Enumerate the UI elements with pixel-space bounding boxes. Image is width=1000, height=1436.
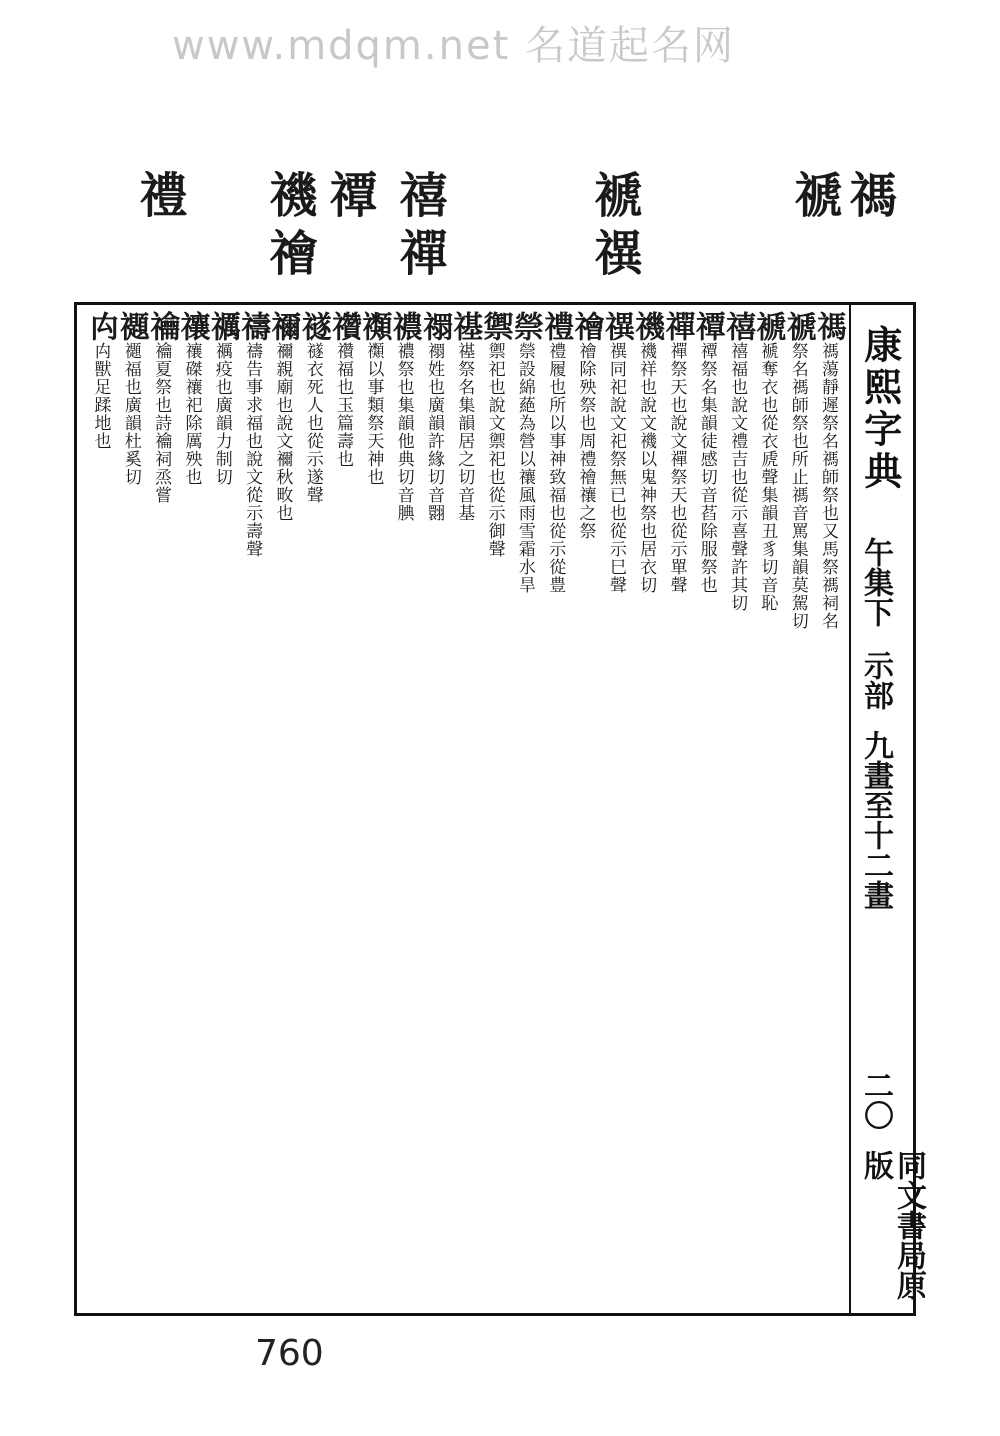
volume-label: 午集下 xyxy=(858,537,893,627)
entry-text: 禮履也所以事神致福也從示從豊 xyxy=(545,342,566,594)
entry-head-char: 禱 xyxy=(235,311,271,342)
entry-column xyxy=(598,311,634,1307)
entry-text: 禱告事求福也說文從示壽聲 xyxy=(242,342,263,558)
seal-char: 禪 xyxy=(391,228,447,276)
entry-head-char: 禪 xyxy=(659,311,695,342)
entry-text: 禧福也說文禮吉也從示喜聲許其切 xyxy=(727,342,748,612)
entry-head-char: 禴 xyxy=(144,311,180,342)
entry-column xyxy=(538,311,574,1307)
entry-column xyxy=(477,311,513,1307)
entry-text: 禫祭名集韻徒感切音萏除服祭也 xyxy=(696,342,717,594)
seal-char: 禩 xyxy=(586,228,642,276)
entry-text: 禬除殃祭也周禮禬禳之祭 xyxy=(575,342,596,540)
entry-head-char: 禦 xyxy=(477,311,513,342)
entry-column xyxy=(568,311,604,1307)
entry-head-char: 禳 xyxy=(174,311,210,342)
entry-head-char: 禨 xyxy=(629,311,665,342)
entry-text: 禜設綿蕝為營以禳風雨雪霜水旱 xyxy=(514,342,535,594)
entry-head-char: 禥 xyxy=(447,311,483,342)
entry-head-char: 禯 xyxy=(386,311,422,342)
entry-head-char: 禰 xyxy=(265,311,301,342)
entry-column xyxy=(750,311,786,1307)
entry-head-char: 禲 xyxy=(204,311,240,342)
entry-text: 禵福也廣韻杜奚切 xyxy=(120,342,141,486)
entry-column xyxy=(447,311,483,1307)
seal-char: 禧 xyxy=(391,170,447,218)
seal-char: 禬 xyxy=(261,228,317,276)
entry-column xyxy=(295,311,331,1307)
entry-text: 禰親廟也說文禰秋畋也 xyxy=(272,342,293,522)
entry-head-char: 禮 xyxy=(538,311,574,342)
entry-head-char: 禫 xyxy=(689,311,725,342)
entry-column xyxy=(356,311,392,1307)
entry-column xyxy=(235,311,271,1307)
entry-text: 禯祭也集韻他典切音腆 xyxy=(393,342,414,522)
entry-text: 禴夏祭也詩禴祠烝嘗 xyxy=(151,342,172,504)
entry-head-char: 禡 xyxy=(811,311,846,342)
entry-column xyxy=(811,311,846,1307)
entry-column xyxy=(629,311,665,1307)
entry-head-char: 褫 xyxy=(750,311,786,342)
entry-column xyxy=(720,311,756,1307)
entry-text: 祭名禡師祭也所止禡音罵集韻莫駕切 xyxy=(787,342,808,630)
entry-column xyxy=(689,311,725,1307)
entry-column xyxy=(265,311,301,1307)
publisher-label: 同文書局原版 xyxy=(858,1150,926,1300)
entry-head-char: 禷 xyxy=(356,311,392,342)
strokes-label: 九畫至十二畫 xyxy=(858,730,893,910)
seal-char: 禠 xyxy=(786,170,842,218)
page-number: 760 xyxy=(255,1333,324,1374)
entry-column xyxy=(416,311,452,1307)
entry-text: 禶福也玉篇壽也 xyxy=(333,342,353,468)
entry-head-char: 禶 xyxy=(326,311,361,342)
entry-column xyxy=(204,311,240,1307)
entry-column xyxy=(326,311,361,1307)
entry-column xyxy=(780,311,816,1307)
radical-label: 示部 xyxy=(858,650,893,710)
entry-column xyxy=(386,311,422,1307)
entry-text: 禡蕩靜遲祭名禡師祭也又馬祭禡祠名 xyxy=(818,342,838,630)
entry-column xyxy=(174,311,210,1307)
entry-text: 禥祭名集韻居之切音基 xyxy=(454,342,475,522)
entry-head-char: 禸 xyxy=(83,311,119,342)
entry-head-char: 禩 xyxy=(598,311,634,342)
entry-column xyxy=(83,311,119,1307)
entry-column xyxy=(659,311,695,1307)
entry-text: 禲疫也廣韻力制切 xyxy=(211,342,232,486)
entry-text: 禩同祀說文祀祭無已也從示巳聲 xyxy=(605,342,626,594)
entry-text: 禸獸足蹂地也 xyxy=(90,342,111,450)
seal-script-row xyxy=(90,170,910,290)
entry-head-char: 禧 xyxy=(720,311,756,342)
header-page-number: 二〇 xyxy=(858,1070,893,1130)
watermark: www.mdqm.net 名道起名网 xyxy=(172,23,735,69)
entry-text: 褫奪衣也從衣虒聲集韻丑豸切音恥 xyxy=(757,342,778,612)
seal-char: 禫 xyxy=(321,170,377,218)
seal-char: 禮 xyxy=(131,170,187,218)
entry-head-char: 禤 xyxy=(416,311,452,342)
seal-char: 禨 xyxy=(261,170,317,218)
entry-columns xyxy=(83,311,846,1307)
entry-column xyxy=(507,311,543,1307)
entry-head-char: 禜 xyxy=(507,311,543,342)
seal-char: 禡 xyxy=(841,170,897,218)
entry-text: 禷以事類祭天神也 xyxy=(363,342,384,486)
entry-head-char: 禠 xyxy=(780,311,816,342)
entry-column xyxy=(144,311,180,1307)
entry-text: 禨祥也說文禨以鬼神祭也居衣切 xyxy=(636,342,657,594)
dictionary-page-frame xyxy=(74,302,926,1316)
entry-text: 禤姓也廣韻許緣切音翾 xyxy=(423,342,444,522)
entry-head-char: 禭 xyxy=(295,311,331,342)
side-header xyxy=(849,305,926,1313)
entry-head-char: 禬 xyxy=(568,311,604,342)
entry-head-char: 禵 xyxy=(113,311,149,342)
entry-text: 禦祀也說文禦祀也從示御聲 xyxy=(484,342,505,558)
seal-char: 褫 xyxy=(586,170,642,218)
entry-text: 禪祭天也說文禪祭天也從示單聲 xyxy=(666,342,687,594)
entry-text: 禳磔禳祀除厲殃也 xyxy=(181,342,202,486)
book-title: 康熙字典 xyxy=(857,325,903,493)
entry-text: 禭衣死人也從示遂聲 xyxy=(302,342,323,504)
entry-column xyxy=(113,311,149,1307)
